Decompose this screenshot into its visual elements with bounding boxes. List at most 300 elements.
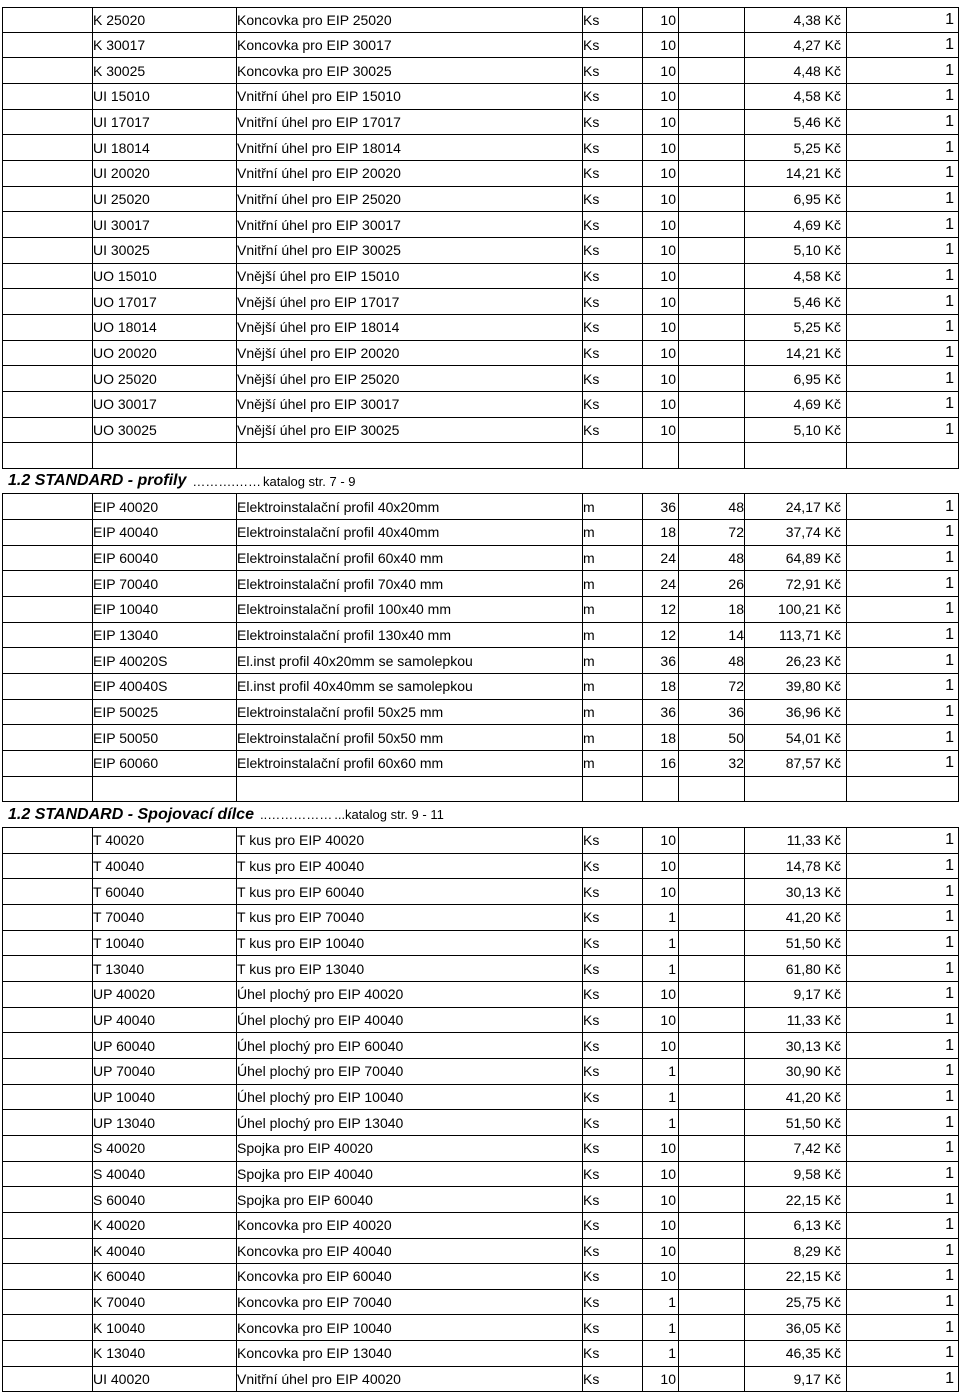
description-cell: Elektroinstalační profil 50x25 mm bbox=[237, 704, 444, 721]
order-quantity-cell: 1 bbox=[945, 754, 954, 772]
grid-line bbox=[2, 366, 3, 391]
unit-cell: Ks bbox=[583, 267, 600, 284]
grid-line bbox=[2, 1367, 3, 1392]
grid-line bbox=[846, 777, 847, 802]
pack-quantity-cell: 10 bbox=[660, 832, 676, 849]
description-cell: Úhel plochý pro EIP 60040 bbox=[237, 1037, 404, 1054]
order-quantity-cell: 1 bbox=[945, 266, 954, 284]
order-quantity-cell: 1 bbox=[945, 61, 954, 79]
box-quantity-cell bbox=[678, 905, 744, 930]
grid-line bbox=[958, 33, 959, 58]
price-cell: 14,21 Kč bbox=[785, 344, 841, 361]
description-cell: Koncovka pro EIP 30017 bbox=[237, 36, 392, 53]
order-quantity-cell: 1 bbox=[945, 549, 954, 567]
grid-line bbox=[958, 1264, 959, 1289]
grid-line bbox=[2, 725, 3, 750]
product-row bbox=[2, 1008, 959, 1034]
box-quantity-cell bbox=[678, 879, 744, 904]
product-row bbox=[2, 84, 959, 110]
order-quantity-cell: 1 bbox=[945, 1164, 954, 1182]
product-row bbox=[2, 212, 959, 238]
price-cell: 9,58 Kč bbox=[793, 1165, 841, 1182]
grid-line bbox=[236, 443, 237, 468]
grid-line bbox=[2, 1315, 3, 1340]
pack-quantity-cell: 12 bbox=[660, 601, 676, 618]
pack-quantity-cell: 10 bbox=[660, 242, 676, 259]
product-row bbox=[2, 238, 959, 264]
price-cell: 100,21 Kč bbox=[777, 601, 841, 618]
price-cell: 5,10 Kč bbox=[793, 242, 841, 259]
grid-line bbox=[846, 443, 847, 468]
box-quantity-cell: 48 bbox=[728, 652, 744, 669]
price-cell: 22,15 Kč bbox=[785, 1191, 841, 1208]
unit-cell: Ks bbox=[583, 1319, 600, 1336]
grid-line bbox=[2, 648, 3, 673]
code-cell: UI 30017 bbox=[93, 216, 150, 233]
description-cell: Koncovka pro EIP 30025 bbox=[237, 62, 392, 79]
description-cell: El.inst profil 40x20mm se samolepkou bbox=[237, 652, 473, 669]
description-cell: Úhel plochý pro EIP 70040 bbox=[237, 1063, 404, 1080]
section-title: 1.2 STANDARD - profily bbox=[8, 472, 187, 490]
grid-line bbox=[2, 110, 3, 135]
unit-cell: Ks bbox=[583, 1191, 600, 1208]
code-cell: EIP 70040 bbox=[93, 575, 159, 592]
order-quantity-cell: 1 bbox=[945, 523, 954, 541]
pack-quantity-cell: 24 bbox=[660, 575, 676, 592]
order-quantity-cell: 1 bbox=[945, 882, 954, 900]
price-cell: 9,17 Kč bbox=[793, 1371, 841, 1388]
catalog-reference: ...katalog str. 9 - 11 bbox=[334, 807, 444, 823]
grid-line bbox=[2, 982, 3, 1007]
price-cell: 6,95 Kč bbox=[793, 370, 841, 387]
price-cell: 6,13 Kč bbox=[793, 1217, 841, 1234]
grid-line bbox=[958, 597, 959, 622]
code-cell: S 60040 bbox=[93, 1191, 146, 1208]
grid-line bbox=[2, 1187, 3, 1212]
code-cell: UO 18014 bbox=[93, 319, 157, 336]
code-cell: T 40040 bbox=[93, 857, 145, 874]
code-cell: T 13040 bbox=[93, 960, 145, 977]
grid-line bbox=[2, 1085, 3, 1110]
grid-line bbox=[2, 238, 3, 263]
price-cell: 39,80 Kč bbox=[785, 678, 841, 695]
grid-line bbox=[958, 571, 959, 596]
grid-line bbox=[958, 905, 959, 930]
unit-cell: Ks bbox=[583, 344, 600, 361]
unit-cell: Ks bbox=[583, 1114, 600, 1131]
box-quantity-cell: 50 bbox=[728, 729, 744, 746]
box-quantity-cell bbox=[678, 828, 744, 853]
pack-quantity-cell: 36 bbox=[660, 704, 676, 721]
grid-line bbox=[2, 879, 3, 904]
pack-quantity-cell: 10 bbox=[660, 267, 676, 284]
description-cell: Elektroinstalační profil 130x40 mm bbox=[237, 627, 451, 644]
product-row bbox=[2, 1264, 959, 1290]
product-row bbox=[2, 341, 959, 367]
product-row bbox=[2, 1033, 959, 1059]
pack-quantity-cell: 10 bbox=[660, 421, 676, 438]
unit-cell: Ks bbox=[583, 883, 600, 900]
unit-cell: Ks bbox=[583, 1371, 600, 1388]
unit-cell: Ks bbox=[583, 113, 600, 130]
description-cell: Vnitřní úhel pro EIP 40020 bbox=[237, 1371, 401, 1388]
grid-line bbox=[642, 443, 643, 468]
pack-quantity-cell: 10 bbox=[660, 113, 676, 130]
pack-quantity-cell: 18 bbox=[660, 729, 676, 746]
grid-line bbox=[958, 1136, 959, 1161]
description-cell: Úhel plochý pro EIP 13040 bbox=[237, 1114, 404, 1131]
price-cell: 9,17 Kč bbox=[793, 986, 841, 1003]
product-row bbox=[2, 828, 959, 854]
grid-line bbox=[2, 1213, 3, 1238]
section-title-group bbox=[8, 802, 444, 827]
grid-line bbox=[2, 1162, 3, 1187]
pack-quantity-cell: 10 bbox=[660, 139, 676, 156]
price-cell: 30,13 Kč bbox=[785, 883, 841, 900]
pack-quantity-cell: 12 bbox=[660, 627, 676, 644]
pack-quantity-cell: 10 bbox=[660, 1371, 676, 1388]
description-cell: Vnější úhel pro EIP 20020 bbox=[237, 344, 400, 361]
price-cell: 51,50 Kč bbox=[785, 934, 841, 951]
code-cell: T 10040 bbox=[93, 934, 145, 951]
description-cell: T kus pro EIP 60040 bbox=[237, 883, 365, 900]
product-row bbox=[2, 956, 959, 982]
box-quantity-cell bbox=[678, 135, 744, 160]
price-cell: 87,57 Kč bbox=[785, 755, 841, 772]
order-quantity-cell: 1 bbox=[945, 1113, 954, 1131]
grid-line bbox=[958, 725, 959, 750]
product-row bbox=[2, 648, 959, 674]
price-cell: 37,74 Kč bbox=[785, 524, 841, 541]
price-cell: 4,69 Kč bbox=[793, 216, 841, 233]
pack-quantity-cell: 36 bbox=[660, 498, 676, 515]
grid-line bbox=[2, 315, 3, 340]
pack-quantity-cell: 1 bbox=[668, 1088, 676, 1105]
section-title-group bbox=[8, 469, 356, 494]
product-row bbox=[2, 1110, 959, 1136]
grid-line bbox=[2, 289, 3, 314]
grid-line bbox=[2, 58, 3, 83]
grid-line bbox=[958, 777, 959, 802]
code-cell: S 40040 bbox=[93, 1165, 146, 1182]
order-quantity-cell: 1 bbox=[945, 1036, 954, 1054]
order-quantity-cell: 1 bbox=[945, 87, 954, 105]
box-quantity-cell: 36 bbox=[728, 704, 744, 721]
box-quantity-cell bbox=[678, 238, 744, 263]
order-quantity-cell: 1 bbox=[945, 1318, 954, 1336]
code-cell: EIP 40020 bbox=[93, 498, 159, 515]
box-quantity-cell bbox=[678, 1110, 744, 1135]
description-cell: Spojka pro EIP 40040 bbox=[237, 1165, 373, 1182]
grid-line bbox=[2, 546, 3, 571]
price-cell: 30,90 Kč bbox=[785, 1063, 841, 1080]
box-quantity-cell: 48 bbox=[728, 498, 744, 515]
code-cell: K 70040 bbox=[93, 1294, 146, 1311]
grid-line bbox=[2, 905, 3, 930]
grid-line bbox=[2, 1341, 3, 1366]
blank-row bbox=[2, 777, 959, 803]
grid-line bbox=[958, 443, 959, 468]
order-quantity-cell: 1 bbox=[945, 420, 954, 438]
order-quantity-cell: 1 bbox=[945, 574, 954, 592]
pack-quantity-cell: 18 bbox=[660, 524, 676, 541]
grid-line bbox=[2, 956, 3, 981]
unit-cell: Ks bbox=[583, 1345, 600, 1362]
unit-cell: Ks bbox=[583, 1217, 600, 1234]
product-row bbox=[2, 725, 959, 751]
grid-line bbox=[958, 1059, 959, 1084]
grid-line bbox=[2, 135, 3, 160]
box-quantity-cell bbox=[678, 1264, 744, 1289]
unit-cell: m bbox=[583, 755, 595, 772]
product-row bbox=[2, 264, 959, 290]
unit-cell: Ks bbox=[583, 293, 600, 310]
unit-cell: Ks bbox=[583, 242, 600, 259]
order-quantity-cell: 1 bbox=[945, 600, 954, 618]
price-cell: 4,38 Kč bbox=[793, 11, 841, 28]
grid-line bbox=[2, 392, 3, 417]
product-row bbox=[2, 1290, 959, 1316]
product-row bbox=[2, 1162, 959, 1188]
description-cell: Elektroinstalační profil 60x40 mm bbox=[237, 550, 444, 567]
box-quantity-cell: 72 bbox=[728, 678, 744, 695]
code-cell: EIP 50025 bbox=[93, 704, 159, 721]
grid-line bbox=[236, 777, 237, 802]
grid-line bbox=[958, 1213, 959, 1238]
box-quantity-cell bbox=[678, 1059, 744, 1084]
unit-cell: Ks bbox=[583, 319, 600, 336]
unit-cell: Ks bbox=[583, 960, 600, 977]
code-cell: UP 40020 bbox=[93, 986, 156, 1003]
description-cell: Vnější úhel pro EIP 15010 bbox=[237, 267, 400, 284]
product-row bbox=[2, 366, 959, 392]
pack-quantity-cell: 10 bbox=[660, 1217, 676, 1234]
grid-line bbox=[2, 674, 3, 699]
description-cell: Elektroinstalační profil 70x40 mm bbox=[237, 575, 444, 592]
product-row bbox=[2, 700, 959, 726]
pack-quantity-cell: 10 bbox=[660, 986, 676, 1003]
grid-line bbox=[2, 1136, 3, 1161]
grid-line bbox=[2, 212, 3, 237]
price-cell: 5,10 Kč bbox=[793, 421, 841, 438]
unit-cell: Ks bbox=[583, 857, 600, 874]
pack-quantity-cell: 10 bbox=[660, 1242, 676, 1259]
grid-line bbox=[582, 443, 583, 468]
product-row bbox=[2, 58, 959, 84]
product-row bbox=[2, 1239, 959, 1265]
box-quantity-cell bbox=[678, 1341, 744, 1366]
product-row bbox=[2, 1187, 959, 1213]
description-cell: Koncovka pro EIP 10040 bbox=[237, 1319, 392, 1336]
code-cell: EIP 60040 bbox=[93, 550, 159, 567]
order-quantity-cell: 1 bbox=[945, 1293, 954, 1311]
pack-quantity-cell: 36 bbox=[660, 652, 676, 669]
code-cell: UI 18014 bbox=[93, 139, 150, 156]
code-cell: UI 20020 bbox=[93, 165, 150, 182]
code-cell: T 40020 bbox=[93, 832, 145, 849]
description-cell: Koncovka pro EIP 40040 bbox=[237, 1242, 392, 1259]
grid-line bbox=[2, 571, 3, 596]
price-cell: 61,80 Kč bbox=[785, 960, 841, 977]
description-cell: Vnitřní úhel pro EIP 15010 bbox=[237, 88, 401, 105]
price-cell: 36,05 Kč bbox=[785, 1319, 841, 1336]
pack-quantity-cell: 10 bbox=[660, 344, 676, 361]
grid-line bbox=[2, 1059, 3, 1084]
description-cell: Vnitřní úhel pro EIP 30017 bbox=[237, 216, 401, 233]
grid-line bbox=[2, 8, 3, 32]
box-quantity-cell bbox=[678, 315, 744, 340]
grid-line bbox=[2, 520, 3, 545]
unit-cell: m bbox=[583, 627, 595, 644]
order-quantity-cell: 1 bbox=[945, 831, 954, 849]
grid-line bbox=[958, 289, 959, 314]
unit-cell: Ks bbox=[583, 1165, 600, 1182]
code-cell: K 60040 bbox=[93, 1268, 146, 1285]
grid-line bbox=[92, 443, 93, 468]
price-cell: 4,58 Kč bbox=[793, 88, 841, 105]
code-cell: K 40040 bbox=[93, 1242, 146, 1259]
box-quantity-cell bbox=[678, 418, 744, 443]
product-row bbox=[2, 751, 959, 777]
order-quantity-cell: 1 bbox=[945, 1216, 954, 1234]
price-cell: 36,96 Kč bbox=[785, 704, 841, 721]
price-cell: 8,29 Kč bbox=[793, 1242, 841, 1259]
box-quantity-cell: 48 bbox=[728, 550, 744, 567]
unit-cell: Ks bbox=[583, 165, 600, 182]
unit-cell: m bbox=[583, 729, 595, 746]
box-quantity-cell bbox=[678, 392, 744, 417]
order-quantity-cell: 1 bbox=[945, 1370, 954, 1388]
grid-line bbox=[958, 700, 959, 725]
unit-cell: Ks bbox=[583, 909, 600, 926]
code-cell: UO 20020 bbox=[93, 344, 157, 361]
description-cell: Elektroinstalační profil 60x60 mm bbox=[237, 755, 444, 772]
pack-quantity-cell: 10 bbox=[660, 1165, 676, 1182]
box-quantity-cell bbox=[678, 1085, 744, 1110]
grid-line bbox=[2, 341, 3, 366]
box-quantity-cell bbox=[678, 33, 744, 58]
description-cell: Vnější úhel pro EIP 17017 bbox=[237, 293, 400, 310]
product-row bbox=[2, 187, 959, 213]
box-quantity-cell bbox=[678, 1136, 744, 1161]
pack-quantity-cell: 16 bbox=[660, 755, 676, 772]
description-cell: Úhel plochý pro EIP 40020 bbox=[237, 986, 404, 1003]
unit-cell: Ks bbox=[583, 1294, 600, 1311]
unit-cell: Ks bbox=[583, 370, 600, 387]
code-cell: UO 15010 bbox=[93, 267, 157, 284]
grid-line bbox=[958, 110, 959, 135]
grid-line bbox=[582, 777, 583, 802]
unit-cell: Ks bbox=[583, 1140, 600, 1157]
grid-line bbox=[958, 674, 959, 699]
pack-quantity-cell: 1 bbox=[668, 1063, 676, 1080]
price-cell: 41,20 Kč bbox=[785, 1088, 841, 1105]
order-quantity-cell: 1 bbox=[945, 35, 954, 53]
pack-quantity-cell: 10 bbox=[660, 396, 676, 413]
description-cell: Vnitřní úhel pro EIP 25020 bbox=[237, 190, 401, 207]
unit-cell: m bbox=[583, 704, 595, 721]
price-cell: 11,33 Kč bbox=[786, 832, 841, 849]
grid-line bbox=[958, 1162, 959, 1187]
code-cell: T 70040 bbox=[93, 909, 145, 926]
pack-quantity-cell: 10 bbox=[660, 857, 676, 874]
grid-line bbox=[958, 1110, 959, 1135]
box-quantity-cell: 32 bbox=[728, 755, 744, 772]
grid-line bbox=[2, 931, 3, 956]
description-cell: Vnější úhel pro EIP 18014 bbox=[237, 319, 400, 336]
description-cell: Koncovka pro EIP 60040 bbox=[237, 1268, 392, 1285]
description-cell: T kus pro EIP 13040 bbox=[237, 960, 365, 977]
code-cell: UI 15010 bbox=[93, 88, 150, 105]
order-quantity-cell: 1 bbox=[945, 1087, 954, 1105]
grid-line bbox=[958, 238, 959, 263]
grid-line bbox=[958, 982, 959, 1007]
grid-line bbox=[2, 700, 3, 725]
grid-line bbox=[958, 494, 959, 519]
section-dots: ……….…… bbox=[192, 473, 262, 489]
unit-cell: Ks bbox=[583, 1037, 600, 1054]
order-quantity-cell: 1 bbox=[945, 164, 954, 182]
grid-line bbox=[2, 777, 3, 802]
grid-line bbox=[958, 1033, 959, 1058]
grid-line bbox=[2, 443, 3, 468]
pack-quantity-cell: 10 bbox=[660, 36, 676, 53]
grid-line bbox=[958, 1290, 959, 1315]
box-quantity-cell bbox=[678, 84, 744, 109]
product-row bbox=[2, 110, 959, 136]
grid-line bbox=[678, 443, 679, 468]
grid-line bbox=[744, 777, 745, 802]
grid-line bbox=[92, 777, 93, 802]
grid-line bbox=[678, 777, 679, 802]
price-list-sheet bbox=[2, 7, 959, 1392]
box-quantity-cell bbox=[678, 1187, 744, 1212]
box-quantity-cell bbox=[678, 264, 744, 289]
order-quantity-cell: 1 bbox=[945, 343, 954, 361]
description-cell: T kus pro EIP 70040 bbox=[237, 909, 365, 926]
box-quantity-cell bbox=[678, 1162, 744, 1187]
price-cell: 30,13 Kč bbox=[785, 1037, 841, 1054]
description-cell: T kus pro EIP 40020 bbox=[237, 832, 365, 849]
product-row bbox=[2, 597, 959, 623]
description-cell: Elektroinstalační profil 40x20mm bbox=[237, 498, 440, 515]
code-cell: K 40020 bbox=[93, 1217, 146, 1234]
grid-line bbox=[2, 264, 3, 289]
pack-quantity-cell: 10 bbox=[660, 1011, 676, 1028]
grid-line bbox=[642, 777, 643, 802]
order-quantity-cell: 1 bbox=[945, 318, 954, 336]
unit-cell: Ks bbox=[583, 396, 600, 413]
code-cell: S 40020 bbox=[93, 1140, 146, 1157]
product-row bbox=[2, 1213, 959, 1239]
pack-quantity-cell: 1 bbox=[668, 1114, 676, 1131]
grid-line bbox=[958, 1239, 959, 1264]
box-quantity-cell: 26 bbox=[728, 575, 744, 592]
grid-line bbox=[958, 212, 959, 237]
price-cell: 4,58 Kč bbox=[793, 267, 841, 284]
box-quantity-cell bbox=[678, 110, 744, 135]
unit-cell: m bbox=[583, 524, 595, 541]
order-quantity-cell: 1 bbox=[945, 189, 954, 207]
order-quantity-cell: 1 bbox=[945, 1010, 954, 1028]
product-row bbox=[2, 1341, 959, 1367]
box-quantity-cell bbox=[678, 1315, 744, 1340]
order-quantity-cell: 1 bbox=[945, 677, 954, 695]
code-cell: EIP 40020S bbox=[93, 652, 168, 669]
grid-line bbox=[958, 854, 959, 879]
product-row bbox=[2, 571, 959, 597]
description-cell: Koncovka pro EIP 40020 bbox=[237, 1217, 392, 1234]
